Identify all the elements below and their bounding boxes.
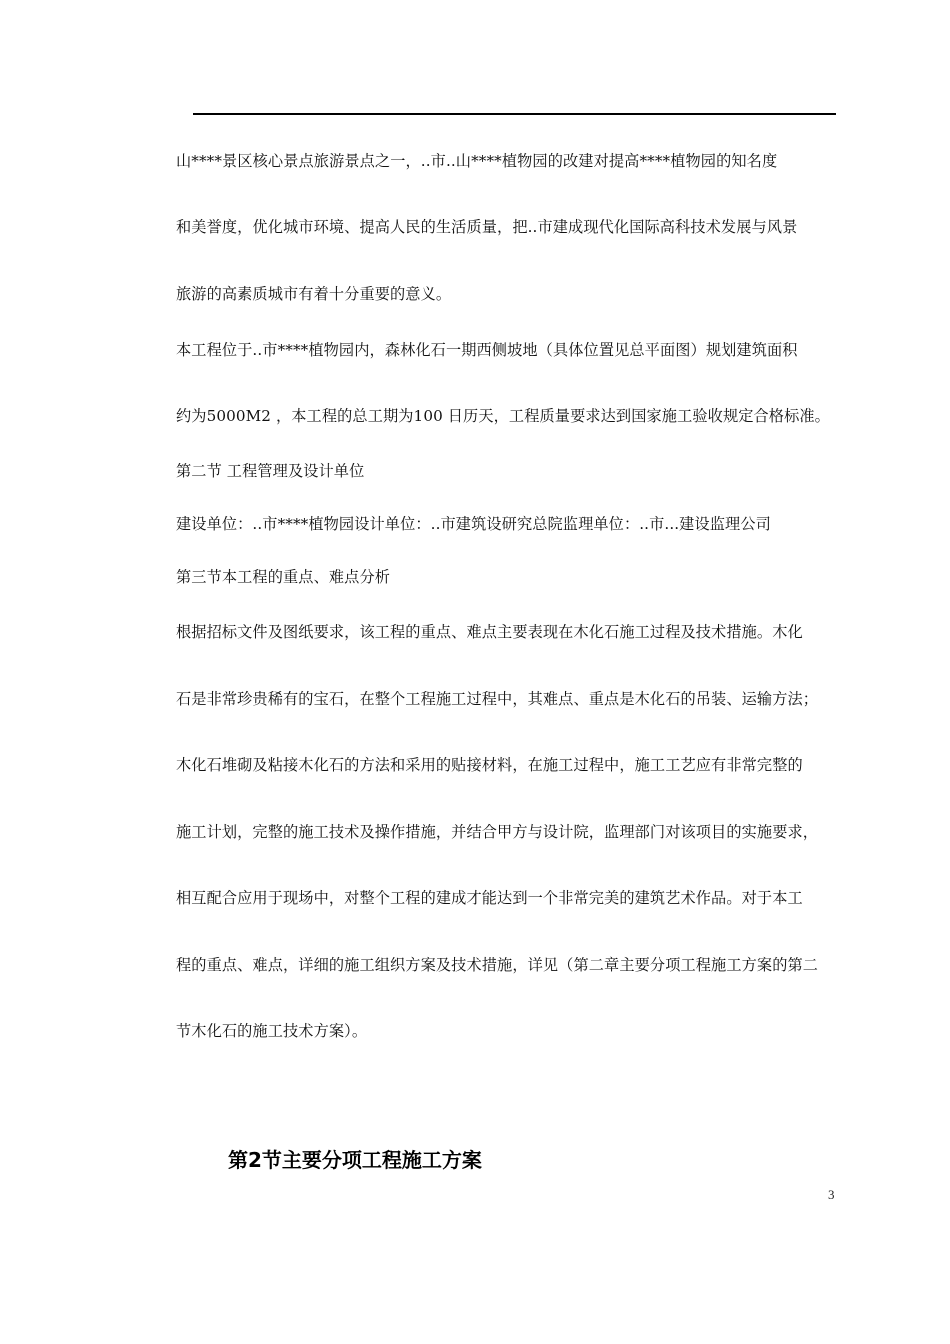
subsection-title: 第三节本工程的重点、难点分析 bbox=[176, 568, 391, 586]
paragraph-line: 石是非常珍贵稀有的宝石，在整个工程施工过程中，其难点、重点是木化石的吊装、运输方法； bbox=[176, 690, 819, 708]
paragraph-line: 本工程位于..市****植物园内，森林化石一期西侧坡地（具体位置见总平面图）规划建筑面积 bbox=[176, 341, 798, 359]
paragraph-line: 施工计划，完整的施工技术及操作措施，并结合甲方与设计院，监理部门对该项目的实施要求， bbox=[176, 823, 819, 841]
paragraph-line: 相互配合应用于现场中，对整个工程的建成才能达到一个非常完美的建筑艺术作品。对于本工 bbox=[176, 889, 803, 907]
page-number: 3 bbox=[828, 1187, 835, 1202]
header-rule bbox=[193, 113, 836, 115]
paragraph-line: 和美誉度，优化城市环境、提高人民的生活质量，把..市建成现代化国际高科技术发展与风景 bbox=[176, 218, 798, 236]
subsection-title: 第二节 工程管理及设计单位 bbox=[176, 462, 365, 480]
section-heading: 第2节主要分项工程施工方案 bbox=[228, 1148, 482, 1172]
paragraph-line: 建设单位：..市****植物园设计单位：..市建筑设研究总院监理单位：..市...建设监理公司 bbox=[176, 515, 771, 533]
paragraph-line: 程的重点、难点，详细的施工组织方案及技术措施，详见（第二章主要分项工程施工方案的第二 bbox=[176, 956, 819, 974]
paragraph-line: 根据招标文件及图纸要求，该工程的重点、难点主要表现在木化石施工过程及技术措施。木化 bbox=[176, 623, 803, 641]
paragraph-line: 旅游的高素质城市有着十分重要的意义。 bbox=[176, 285, 452, 303]
paragraph-line: 山****景区核心景点旅游景点之一，..市..山****植物园的改建对提高****植物园的知名度 bbox=[176, 152, 778, 170]
paragraph-line: 约为5000M2 ，本工程的总工期为100 日历天，工程质量要求达到国家施工验收规定合格标准。 bbox=[176, 407, 830, 425]
paragraph-line: 节木化石的施工技术方案）。 bbox=[176, 1022, 368, 1040]
paragraph-line: 木化石堆砌及粘接木化石的方法和采用的贴接材料，在施工过程中，施工工艺应有非常完整的 bbox=[176, 756, 803, 774]
